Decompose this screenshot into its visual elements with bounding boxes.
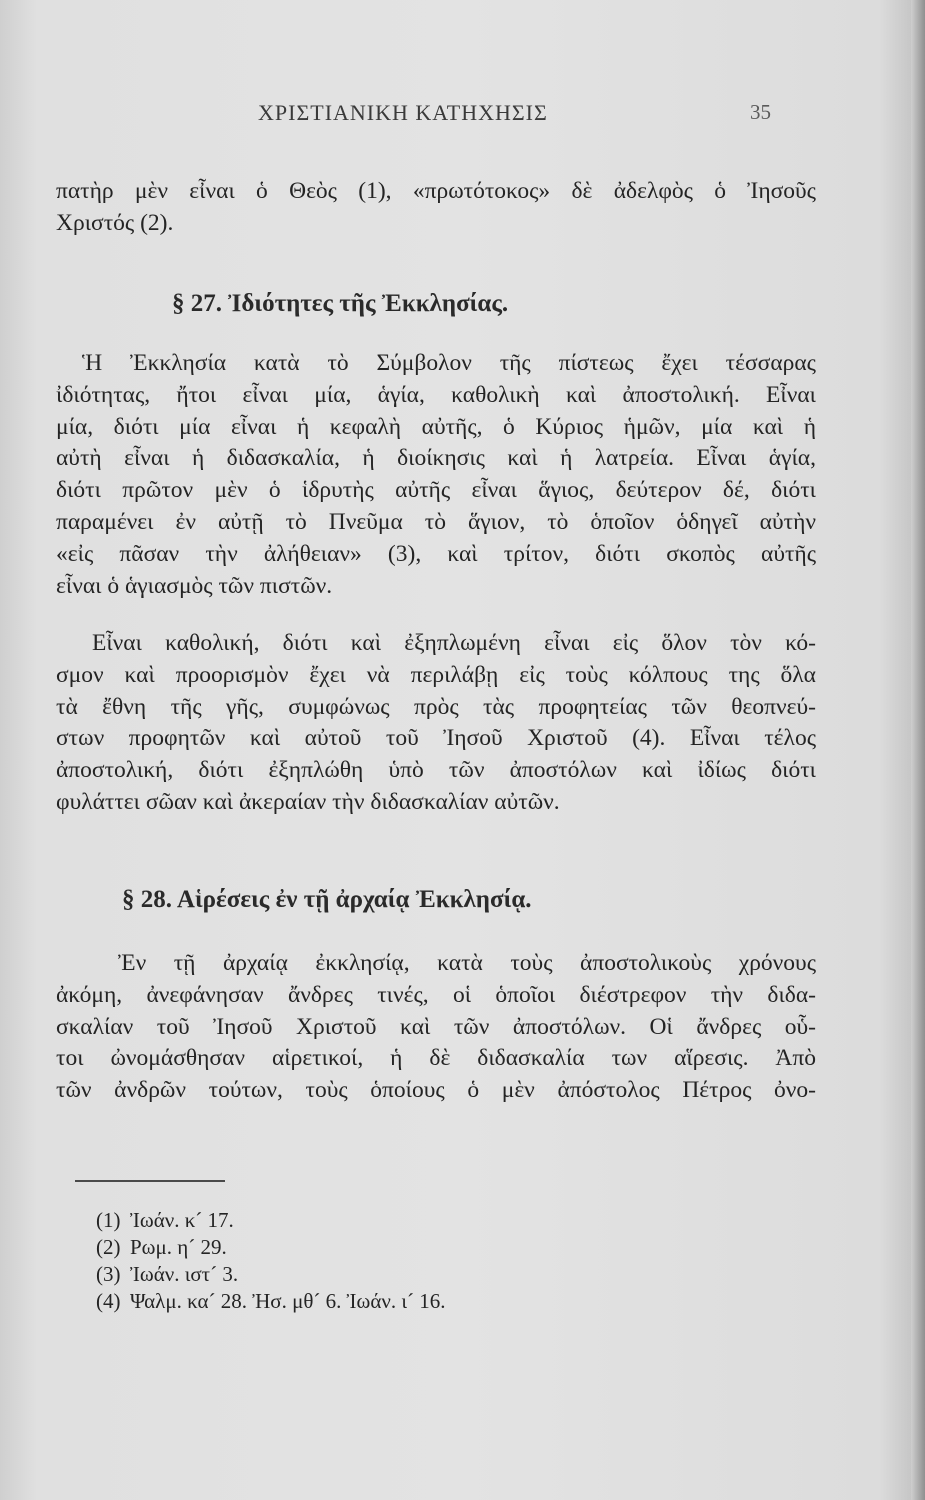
footnotes [96,1208,446,1316]
text-line: Χριστός (2). [56,209,174,236]
footnote-marker: (1) [96,1208,121,1232]
footnote-text: Ἰωάν. κ´ 17. [130,1208,234,1232]
footnote-text: Ρωμ. η´ 29. [130,1235,227,1259]
text-line: φυλάττει σῶαν καὶ ἀκεραίαν τὴν διδασκαλίαν αὐτῶν. [56,788,560,815]
footnote-marker: (4) [96,1289,121,1313]
text-line: τὰ ἔθνη τῆς γῆς, συμφώνως πρὸς τὰς προφητείας τῶν θεοπνεύ- [56,693,816,720]
text-line: Ἐν τῇ ἀρχαίᾳ ἐκκλησίᾳ, κατὰ τοὺς ἀποστολικοὺς χρόνους [118,950,816,976]
page-edge-shadow [911,0,925,1500]
footnote [96,1289,446,1316]
section-28-heading: § 28. Αἱρέσεις ἐν τῇ ἀρχαίᾳ Ἐκκλησίᾳ. [122,886,532,913]
section-27-heading: § 27. Ἰδιότητες τῆς Ἐκκλησίας. [172,290,509,317]
page-number: 35 [750,100,771,124]
section-27-paragraph-2 [56,630,816,821]
section-28-paragraph-1 [56,950,816,1109]
text-line: ἀποστολική, διότι ἐξηπλώθη ὑπὸ τῶν ἀποστόλων καὶ ἰδίως διότι [56,757,816,784]
text-line: αὐτὴ εἶναι ἡ διδασκαλία, ἡ διοίκησις καὶ ἡ λατρεία. Εἶναι ἁγία, [56,445,816,472]
intro-text [56,178,816,242]
text-line: Ἡ Ἐκκλησία κατὰ τὸ Σύμβολον τῆς πίστεως ἔχει τέσσαρας [82,350,816,376]
footnote-marker: (3) [96,1262,121,1286]
text-line: ἀκόμη, ἀνεφάνησαν ἄνδρες τινές, οἱ ὁποῖοι διέστρεφον τὴν διδα- [56,981,816,1008]
text-line: παραμένει ἐν αὐτῇ τὸ Πνεῦμα τὸ ἅγιον, τὸ ὁποῖον ὁδηγεῖ αὐτὴν [56,508,816,535]
running-title: ΧΡΙΣΤΙΑΝΙΚΗ ΚΑΤΗΧΗΣΙΣ [258,100,548,125]
text-line: ἰδιότητας, ἤτοι εἶναι μία, ἁγία, καθολικὴ καὶ ἀποστολική. Εἶναι [56,381,816,408]
text-line: πατὴρ μὲν εἶναι ὁ Θεὸς (1), «πρωτότοκος» δὲ ἀδελφὸς ὁ Ἰησοῦς [56,178,816,204]
text-line: τῶν ἀνδρῶν τούτων, τοὺς ὁποίους ὁ μὲν ἀπόστολος Πέτρος ὀνο- [56,1077,816,1104]
text-line: τοι ὠνομάσθησαν αἱρετικοί, ἡ δὲ διδασκαλία των αἵρεσις. Ἀπὸ [56,1045,816,1072]
text-line: διότι πρῶτον μὲν ὁ ἱδρυτὴς αὐτῆς εἶναι ἅγιος, δεύτερον δέ, διότι [56,477,816,504]
footnote [96,1208,446,1235]
footnote-rule [75,1180,225,1182]
footnote-marker: (2) [96,1235,121,1259]
footnote-text: Ἰωάν. ιστ´ 3. [130,1262,239,1286]
text-line: Εἶναι καθολική, διότι καὶ ἐξηπλωμένη εἶναι εἰς ὅλον τὸν κό- [92,630,816,656]
text-line: εἶναι ὁ ἁγιασμὸς τῶν πιστῶν. [56,572,333,599]
footnote [96,1262,446,1289]
text-line: μία, διότι μία εἶναι ἡ κεφαλὴ αὐτῆς, ὁ Κύριος ἡμῶν, μία καὶ ἡ [56,413,816,440]
text-line: «εἰς πᾶσαν τὴν ἀλήθειαν» (3), καὶ τρίτον, διότι σκοπὸς αὐτῆς [56,540,816,567]
footnote [96,1235,446,1262]
text-line: στων προφητῶν καὶ αὐτοῦ τοῦ Ἰησοῦ Χριστοῦ (4). Εἶναι τέλος [56,725,816,752]
section-27-paragraph-1 [56,350,816,604]
text-line: σμον καὶ προορισμὸν ἔχει νὰ περιλάβῃ εἰς τοὺς κόλπους της ὅλα [56,661,816,688]
footnote-text: Ψαλμ. κα´ 28. Ἠσ. μθ´ 6. Ἰωάν. ι´ 16. [130,1289,446,1313]
text-line: σκαλίαν τοῦ Ἰησοῦ Χριστοῦ καὶ τῶν ἀποστόλων. Οἱ ἄνδρες οὗ- [56,1013,816,1040]
